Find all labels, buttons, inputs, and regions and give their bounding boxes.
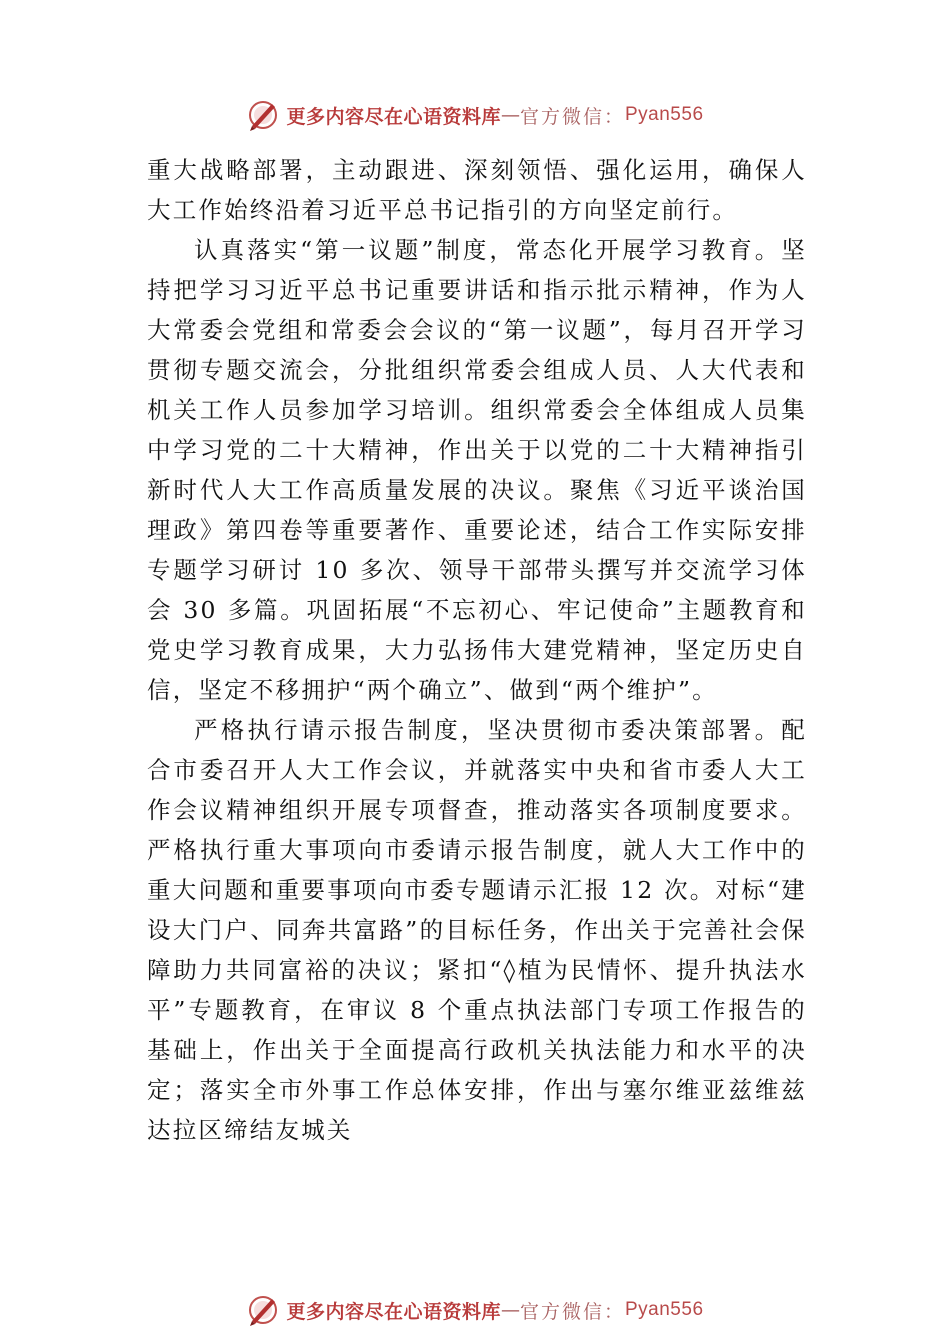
banner-separator: — [500,1299,520,1321]
pen-seal-icon [246,1293,280,1327]
banner-wechat-id: Pyan556 [625,1299,704,1320]
banner-main-text: 更多内容尽在心语资料库 [286,1300,501,1323]
banner-wechat-label: 官方微信： [519,105,625,128]
footer-banner [0,1290,950,1330]
paragraph-reporting-system: 严格执行请示报告制度，坚决贯彻市委决策部署。配合市委召开人大工作会议，并就落实中央和省市委人大工作会议精神组织开展专项督查，推动落实各项制度要求。严格执行重大事项向市委请示报告制度，就人大工作中的重大问题和重要事项向市委专题请示汇报 12 次。对标“建设大门户、同奔共富路”的目标任务，作出关于完善社会保障助力共同富裕的决议；紧扣“◊植为民情怀、提升执法水平”专题教育，在审议 8 个重点执法部门专项工作报告的基础上，作出关于全面提高行政机关执法能力和水平的决定；落实全市外事工作总体安排，作出与塞尔维亚兹维兹达拉区缔结友城关 [147,716,807,1144]
banner-main-text: 更多内容尽在心语资料库 [286,105,501,128]
banner-wechat-label: 官方微信： [519,1300,625,1323]
paragraph-first-topic: 认真落实“第一议题”制度，常态化开展学习教育。坚持把学习习近平总书记重要讲话和指示批示精神，作为人大常委会党组和常委会会议的“第一议题”，每月召开学习贯彻专题交流会，分批组织常委会组成人员、人大代表和机关工作人员参加学习培训。组织常委会全体组成人员集中学习党的二十大精神，作出关于以党的二十大精神指引新时代人大工作高质量发展的决议。聚焦《习近平谈治国理政》第四卷等重要著作、重要论述，结合工作实际安排专题学习研讨 10 多次、领导干部带头撰写并交流学习体会 30 多篇。巩固拓展“不忘初心、牢记使命”主题教育和党史学习教育成果，大力弘扬伟大建党精神，坚定历史自信，坚定不移拥护“两个确立”、做到“两个维护”。 [147,236,807,704]
banner-wechat-id: Pyan556 [625,104,704,125]
banner-separator: — [500,104,520,126]
paragraph-continuation: 重大战略部署，主动跟进、深刻领悟、强化运用，确保人大工作始终沿着习近平总书记指引的方向坚定前行。 [147,156,807,224]
header-banner [0,95,950,135]
document-body [147,150,807,1150]
pen-seal-icon [246,98,280,132]
